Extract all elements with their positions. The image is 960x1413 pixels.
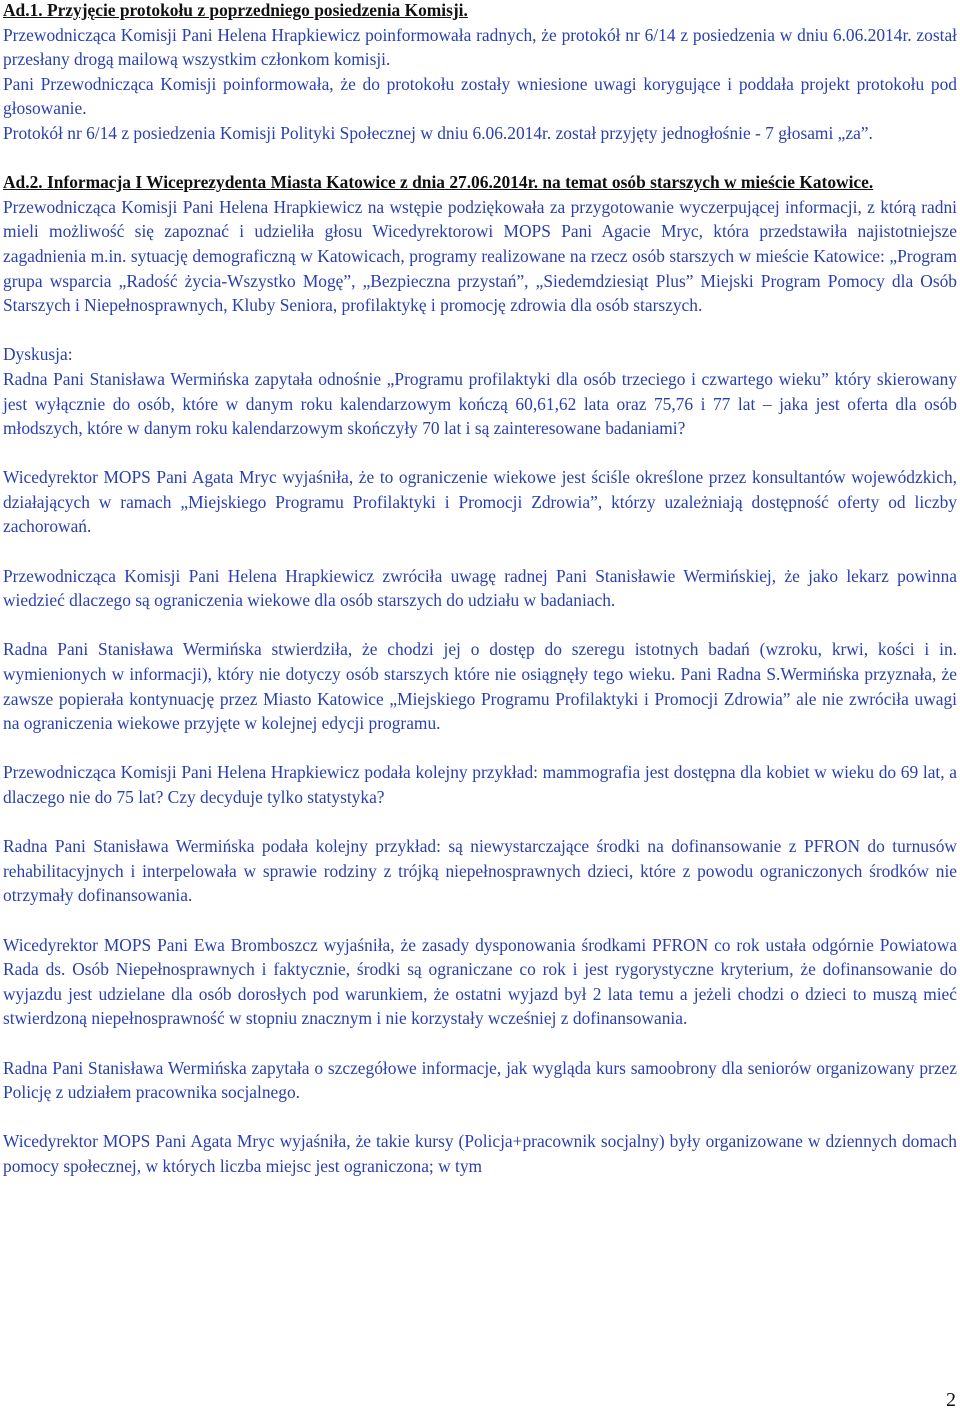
paragraph: Wicedyrektor MOPS Pani Agata Mryc wyjaśniła, że to ograniczenie wiekowe jest ściśle określone przez konsultantów wojewódzkich, działających w ramach „Miejskiego Programu Profilaktyki i Promocji Zdrowia”, którzy uzależniają dostępność oferty od liczby zachorowań.	[3, 467, 957, 537]
spacer	[3, 613, 957, 638]
section-heading-ad1: Ad.1. Przyjęcie protokołu z poprzedniego posiedzenia Komisji.	[3, 0, 468, 20]
page-number: 2	[946, 1389, 956, 1411]
spacer	[3, 146, 957, 171]
spacer	[3, 908, 957, 933]
spacer	[3, 318, 957, 343]
paragraph: Radna Pani Stanisława Wermińska stwierdziła, że chodzi jej o dostęp do szeregu istotnych badań (wzroku, krwi, kości i in. wymienionych w informacji), który nie dotyczy osób starszych które nie osiągnęły tego wieku. Pani Radna S.Wermińska przyznała, że zawsze popierała kontynuację przez Miasto Katowice „Miejskiego Programu Profilaktyki i Promocji Zdrowia” ale nie zwróciła uwagi na ograniczenia wiekowe przyjęte w kolejnej edycji programu.	[3, 639, 957, 734]
spacer	[3, 810, 957, 835]
spacer	[3, 441, 957, 466]
paragraph: Przewodnicząca Komisji Pani Helena Hrapkiewicz podała kolejny przykład: mammografia jest dostępna dla kobiet w wieku do 69 lat, a dlaczego nie do 75 lat? Czy decyduje tylko statystyka?	[3, 762, 957, 807]
paragraph: Wicedyrektor MOPS Pani Ewa Bromboszcz wyjaśniła, że zasady dysponowania środkami PFRON co rok ustała odgórnie Powiatowa Rada ds. Osób Niepełnosprawnych i faktycznie, środki są ograniczane co rok i jest rygorystyczne kryterium, że dofinansowanie do wyjazdu jest udzielane dla osób dorosłych pod warunkiem, że ostatni wyjazd był 2 lata temu a jeżeli chodzi o dzieci to muszą mieć stwierdzoną niepełnosprawność w stopniu znacznym i nie korzystały wcześniej z dofinansowania.	[3, 934, 957, 1029]
spacer	[3, 539, 957, 564]
paragraph: Radna Pani Stanisława Wermińska zapytała o szczegółowe informacje, jak wygląda kurs samoobrony dla seniorów organizowany przez Policję z udziałem pracownika socjalnego.	[3, 1057, 957, 1103]
paragraph-intro: Przewodnicząca Komisji Pani Helena Hrapkiewicz na wstępie podziękowała za przygotowanie wyczerpującej informacji, z którą radni mieli możliwość się zapoznać i udzieliła głosu Wicedyrektorowi MOPS Pani Agacie Mryc, która przedstawiła najistotniejsze zagadnienia m.in. sytuację demograficzną w Katowicach, programy realizowane na rzecz osób starszych w mieście Katowice: „Program grupa wsparcia „Radość życia-Wszystko Mogę”, „Bezpieczna przystań”, „Siedemdziesiąt Plus” Miejski Program Pomocy dla Osób Starszych i Niepełnosprawnych, Kluby Seniora, profilaktykę i promocję zdrowia dla osób starszych.	[3, 196, 957, 316]
document-page	[3, 0, 957, 1179]
paragraph: Protokół nr 6/14 z posiedzenia Komisji Polityki Społecznej w dniu 6.06.2014r. został przyjęty jednogłośnie - 7 głosami „za”.	[3, 122, 873, 143]
paragraph: Radna Pani Stanisława Wermińska podała kolejny przykład: są niewystarczające środki na dofinansowanie z PFRON do turnusów rehabilitacyjnych i interpelowała w sprawie rodziny z trójką niepełnosprawnych dzieci, które z powodu ograniczonych środków nie otrzymały dofinansowania.	[3, 836, 957, 906]
spacer	[3, 1031, 957, 1056]
paragraph: Przewodnicząca Komisji Pani Helena Hrapkiewicz poinformowała radnych, że protokół nr 6/14 z posiedzenia w dniu 6.06.2014r. został przesłany drogą mailową wszystkim członkom komisji.	[3, 24, 957, 70]
paragraph: Przewodnicząca Komisji Pani Helena Hrapkiewicz zwróciła uwagę radnej Pani Stanisławie Wermińskiej, że jako lekarz powinna wiedzieć dlaczego są ograniczenia wiekowe dla osób starszych do udziału w badaniach.	[3, 565, 957, 611]
paragraph: Radna Pani Stanisława Wermińska zapytała odnośnie „Programu profilaktyki dla osób trzeciego i czwartego wieku” który skierowany jest wyłącznie do osób, które w danym roku kalendarzowym kończą 60,61,62 lata oraz 75,76 i 77 lat – jaka jest oferta dla osób młodszych, które w danym roku kalendarzowym skończyły 70 lat i są zainteresowane badaniami?	[3, 368, 957, 439]
paragraph: Wicedyrektor MOPS Pani Agata Mryc wyjaśniła, że takie kursy (Policja+pracownik socjalny) były organizowane w dziennych domach pomocy społecznej, w których liczba miejsc jest ograniczona; w tym	[3, 1131, 957, 1176]
paragraph: Pani Przewodnicząca Komisji poinformowała, że do protokołu zostały wniesione uwagi korygujące i poddała projekt protokołu pod głosowanie.	[3, 73, 957, 119]
discussion-label: Dyskusja:	[3, 344, 73, 365]
spacer	[3, 1105, 957, 1130]
spacer	[3, 736, 957, 761]
section-heading-ad2: Ad.2. Informacja I Wiceprezydenta Miasta Katowice z dnia 27.06.2014r. na temat osób starszych w mieście Katowice.	[3, 172, 874, 193]
